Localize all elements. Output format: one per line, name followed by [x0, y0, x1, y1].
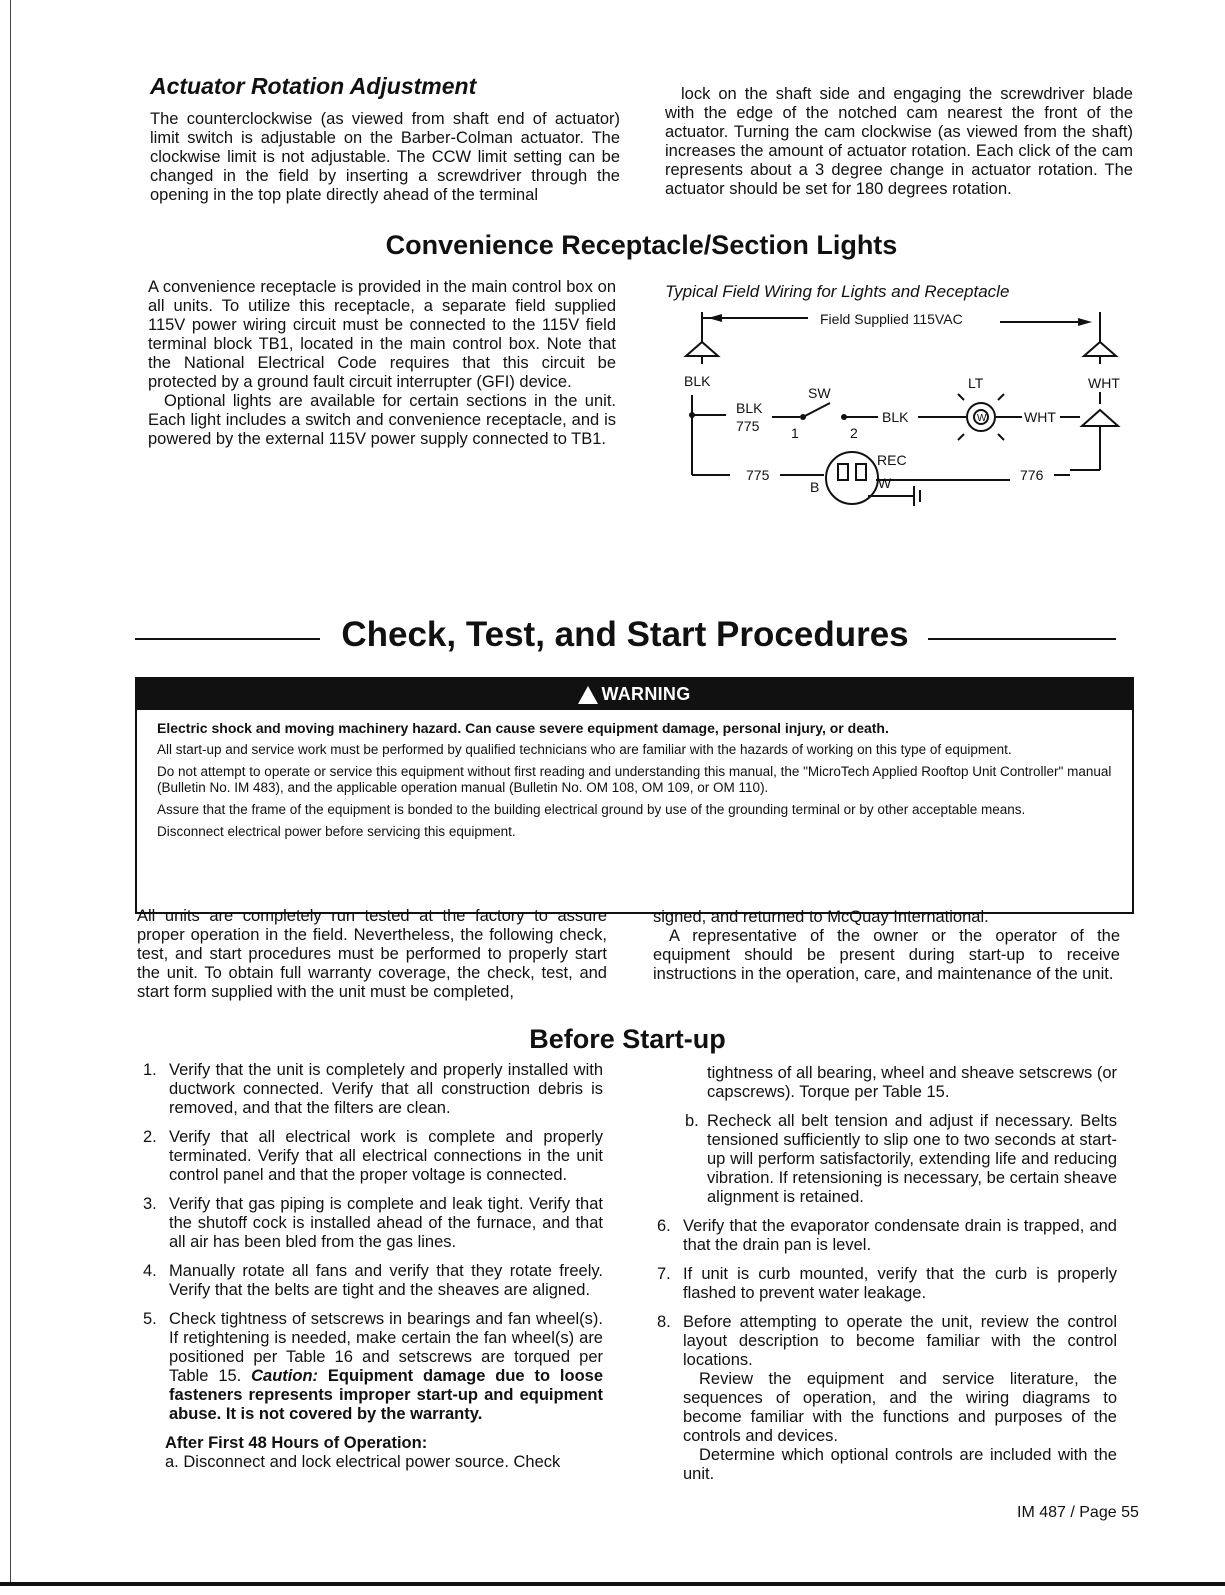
step-7: 7. If unit is curb mounted, verify that the curb is properly flashed to prevent water leakage. [657, 1265, 1117, 1302]
check-para-right-2: A representative of the owner or the operator of the equipment should be present during start-up to receive instructions in the operation, care, and maintenance of the unit. [653, 927, 1120, 983]
warning-triangle-icon [578, 686, 598, 704]
scan-edge-left [10, 0, 11, 1582]
warning-bold: Electric shock and moving machinery hazard. Can cause severe equipment damage, personal injury, or death. [157, 720, 889, 736]
warning-title: WARNING [601, 684, 691, 704]
switch-arm [803, 403, 830, 417]
terminal-right-top-icon [1084, 342, 1116, 356]
sub-step-a-cont: tightness of all bearing, wheel and sheave setscrews (or capscrews). Torque per Table 15. [707, 1064, 1117, 1101]
step-3: 3. Verify that gas piping is complete and leak tight. Verify that the shutoff cock is installed ahead of the furnace, and that all air has been bled from the gas lines. [143, 1195, 603, 1251]
convenience-heading: Convenience Receptacle/Section Lights [385, 230, 898, 260]
warning-p4: Disconnect electrical power before servicing this equipment. [157, 824, 516, 839]
actuator-heading: Actuator Rotation Adjustment [150, 73, 477, 99]
wiring-diagram [660, 300, 1140, 525]
label-t2: 2 [850, 425, 858, 441]
step-8: 8. Before attempting to operate the unit, review the control layout description to become familiar with the control locations. Review the equipment and service literature, the sequences of operation, and the wiring diagrams to become familiar with the functions and purposes of the controls and devices. Determine which optional controls are included with the unit. [657, 1313, 1117, 1483]
label-blk-775-a: BLK [736, 400, 763, 416]
after-48h-heading: After First 48 Hours of Operation: [165, 1434, 428, 1452]
check-heading: Check, Test, and Start Procedures [341, 615, 909, 654]
sub-step-a: a. Disconnect and lock electrical power source. Check [165, 1453, 561, 1471]
label-b: B [810, 479, 820, 495]
label-wht: WHT [1088, 375, 1120, 391]
arrow-left-icon [708, 314, 722, 322]
label-lt: LT [968, 375, 984, 391]
arrow-right-icon [1078, 318, 1092, 326]
step-6: 6. Verify that the evaporator condensate drain is trapped, and that the drain pan is level. [657, 1217, 1117, 1254]
before-heading: Before Start-up [529, 1024, 726, 1054]
before-right-col [657, 1064, 1117, 1494]
heading-rule-right [928, 638, 1116, 640]
terminal-right-bottom-icon [1082, 410, 1118, 426]
label-t1: 1 [791, 425, 799, 441]
label-wht-mid: WHT [1024, 409, 1056, 425]
convenience-text [148, 278, 616, 449]
label-blk-mid: BLK [882, 409, 909, 425]
actuator-para-left: The counterclockwise (as viewed from shaft end of actuator) limit switch is adjustable on the Barber-Colman actuator. The clockwise limit is not adjustable. The CCW limit setting can be changed in the field by inserting a screwdriver through the opening in the top plate directly ahead of the terminal [150, 110, 620, 204]
check-para-left: All units are completely run tested at the factory to assure proper operation in the field. Nevertheless, the following check, test, and start procedures must be performed to properly start the unit. To obtain full warranty coverage, the check, test, and start form supplied with the unit must be completed, [137, 907, 607, 1001]
label-blk-775-b: 775 [736, 418, 760, 434]
warning-p2: Do not attempt to operate or service this equipment without first reading and understanding this manual, the "MicroTech Applied Rooftop Unit Controller" manual (Bulletin No. IM 483), and the applicable operation manual (Bulletin No. OM 108, OM 109, or OM 110). [157, 764, 1112, 795]
step-1: 1. Verify that the unit is completely and properly installed with ductwork connected. Verify that all construction debris is removed, and that the filters are clean. [143, 1061, 603, 1117]
step-5: 5. Check tightness of setscrews in bearings and fan wheel(s). If retightening is needed, make certain the fan wheel(s) are positioned per Table 16 and setscrews are torqued per Table 15. Caution: Equipment damage due to loose fasteners represents improper start-up and equipment abuse. It is not covered by the warranty. [143, 1310, 604, 1423]
actuator-para-right: lock on the shaft side and engaging the screwdriver blade with the edge of the notched cam nearest the front of the actuator. Turning the cam clockwise (as viewed from the shaft) increases the amount of actuator rotation. Each click of the cam represents about a 3 degree change in actuator rotation. The actuator should be set for 180 degrees rotation. [665, 85, 1133, 198]
before-left-col [143, 1061, 603, 1472]
convenience-para-1: A convenience receptacle is provided in the main control box on all units. To utilize this receptacle, a separate field supplied 115V power wiring circuit must be connected to the 115V field terminal block TB1, located in the main control box. Note that the National Electrical Code requires that this circuit be protected by a ground fault circuit interrupter (GFI) device. [148, 278, 616, 391]
receptacle-icon [826, 452, 1010, 506]
lamp-w-mark: W [977, 413, 987, 424]
warning-p1: All start-up and service work must be performed by qualified technicians who are familiar with the hazards of working on this type of equipment. [157, 742, 1012, 757]
label-sw: SW [808, 385, 831, 401]
check-right [653, 908, 1120, 984]
step-4: 4. Manually rotate all fans and verify that they rotate freely. Verify that the belts are tight and the sheaves are aligned. [143, 1262, 603, 1299]
terminal-left-icon [686, 342, 718, 356]
label-w: W [878, 475, 892, 491]
diagram-caption: Typical Field Wiring for Lights and Receptacle [665, 282, 1010, 301]
page-footer: IM 487 / Page 55 [1017, 1504, 1139, 1521]
heading-rule-left [135, 638, 320, 640]
label-775: 775 [746, 467, 770, 483]
label-blk: BLK [684, 373, 711, 389]
step-2: 2. Verify that all electrical work is complete and properly terminated. Verify that all electrical connections in the unit control panel and that the proper voltage is connected. [143, 1128, 603, 1184]
label-rec: REC [877, 452, 907, 468]
supply-label: Field Supplied 115VAC [820, 311, 963, 327]
label-776: 776 [1020, 467, 1044, 483]
check-para-right-1: signed, and returned to McQuay International. [653, 908, 989, 926]
warning-p3: Assure that the frame of the equipment is bonded to the building electrical ground by use of the grounding terminal or by other acceptable means. [157, 802, 1026, 817]
warning-banner [137, 679, 1132, 710]
convenience-para-2: Optional lights are available for certain sections in the unit. Each light includes a switch and convenience receptacle, and is powered by the external 115V power supply connected to TB1. [148, 392, 616, 448]
scan-edge-bottom [0, 1582, 1225, 1586]
sub-step-b: b. Recheck all belt tension and adjust if necessary. Belts tensioned sufficiently to slip one to two seconds at start-up will perform satisfactorily, extending life and reducing vibration. If retensioning is necessary, be certain sheave alignment is retained. [685, 1112, 1117, 1206]
warning-box [135, 677, 1134, 914]
